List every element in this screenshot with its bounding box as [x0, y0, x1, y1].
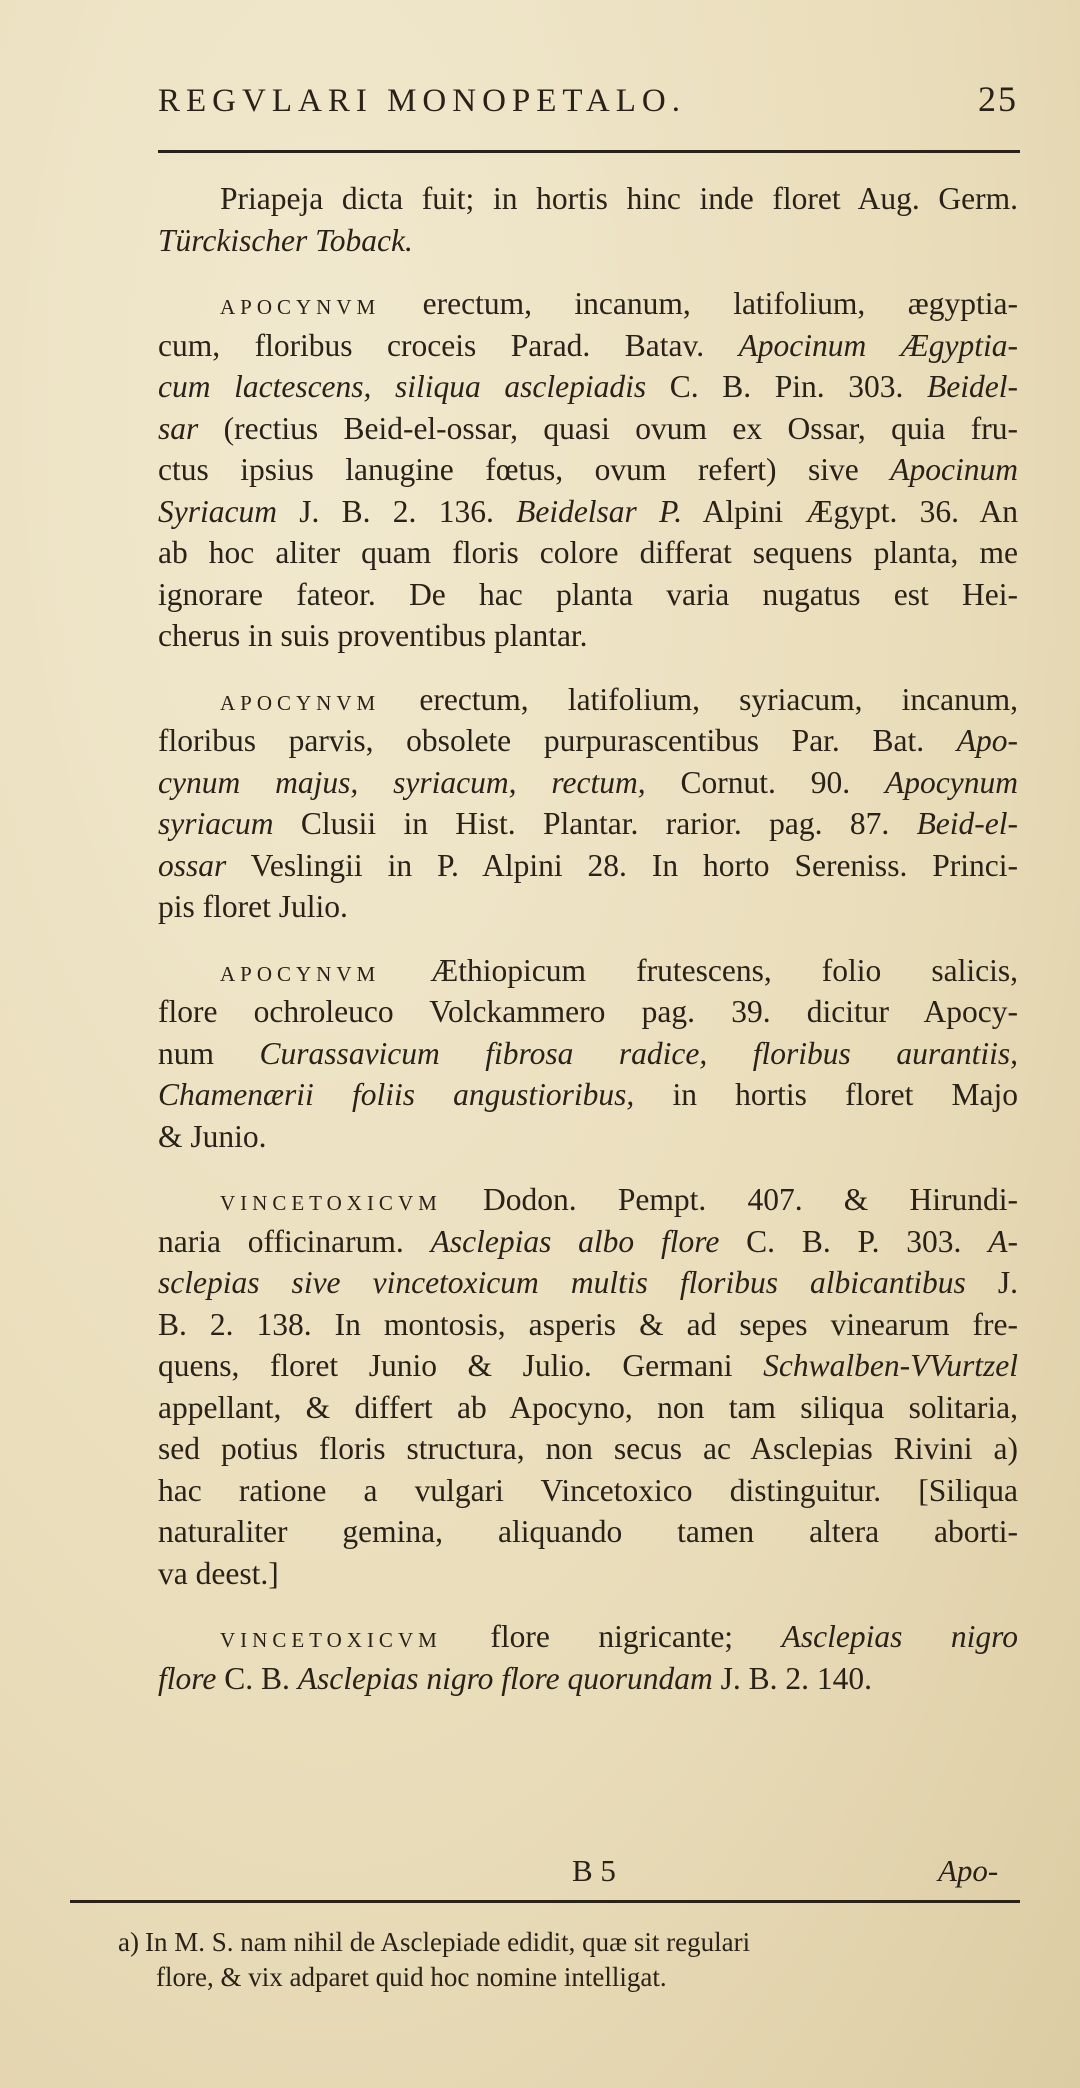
text-line — [158, 1116, 1018, 1158]
text-run: J. — [965, 1265, 1018, 1300]
lemma: APOCYNVM — [220, 295, 381, 319]
text-run: flore ochroleuco Volckammero pag. 39. dicitur Apocy- — [158, 994, 1018, 1029]
text-run: cherus in suis proventibus plantar. — [158, 618, 588, 653]
text-line — [158, 886, 1018, 928]
text-run: ctus ipsius lanugine fœtus, ovum refert) sive — [158, 452, 891, 487]
italic-run: Syriacum — [158, 493, 277, 529]
text-run: appellant, & differt ab Apocyno, non tam siliqua solitaria, — [158, 1389, 1018, 1425]
lemma: APOCYNVM — [220, 961, 381, 986]
text-run: C. B. Pin. 303. — [646, 369, 928, 404]
italic-run: Beid-el- — [916, 806, 1018, 841]
italic-run: Apocynum — [885, 764, 1018, 800]
italic-run: A- — [988, 1223, 1018, 1259]
text-run: Æthiopicum frutescens, folio salicis, — [380, 952, 1018, 988]
paragraph — [158, 679, 1018, 928]
text-line — [158, 762, 1018, 804]
text-run: va deest.] — [158, 1555, 279, 1591]
text-line — [158, 1658, 1018, 1700]
text-run: C. B. P. 303. — [719, 1223, 989, 1259]
text-run: (rectius Beid-el-ossar, quasi ovum ex Ossar, quia fru- — [198, 410, 1018, 446]
paragraph — [158, 178, 1018, 261]
text-line — [158, 720, 1018, 762]
lemma: VINCETOXICVM — [220, 1191, 442, 1215]
text-line — [158, 491, 1018, 533]
text-run: cum, floribus croceis Parad. Batav. — [158, 327, 739, 363]
text-line — [158, 1179, 1018, 1221]
text-run: C. B. — [216, 1660, 298, 1696]
text-run: Priapeja dicta fuit; in hortis hinc inde floret Aug. Germ. — [220, 181, 1018, 216]
footnote-text-1: In M. S. nam nihil de Asclepiade edidit, quæ sit regulari — [144, 1927, 751, 1957]
footnote-line-1 — [118, 1925, 1018, 1960]
footnote-text-2: flore, & vix adparet quid hoc nomine intelligat. — [156, 1962, 667, 1992]
italic-run: Apocinum Ægyptia- — [738, 327, 1018, 363]
text-run: B. 2. 138. In montosis, asperis & ad sepes vinearum fre- — [158, 1306, 1018, 1342]
italic-run: sclepias sive vincetoxicum multis floribus albicantibus — [158, 1265, 966, 1300]
italic-run: Curassavicum fibrosa radice, floribus aurantiis, — [259, 1035, 1018, 1071]
italic-run: Asclepias nigro flore quorundam — [297, 1660, 713, 1696]
lemma: APOCYNVM — [220, 690, 381, 715]
text-line — [158, 1033, 1018, 1075]
footnote — [118, 1925, 1018, 1995]
italic-run: Asclepias nigro — [781, 1619, 1018, 1654]
italic-run: cum lactescens, siliqua asclepiadis — [158, 369, 647, 404]
text-line — [158, 220, 1018, 262]
text-line — [158, 1511, 1018, 1553]
lemma: VINCETOXICVM — [220, 1628, 442, 1652]
text-run: erectum, latifolium, syriacum, incanum, — [380, 681, 1018, 717]
text-run: erectum, incanum, latifolium, ægyptia- — [380, 286, 1018, 321]
paragraph — [158, 950, 1018, 1158]
text-line — [158, 803, 1018, 845]
text-line — [158, 178, 1018, 220]
text-line — [158, 1428, 1018, 1470]
text-run: quens, floret Junio & Julio. Germani — [158, 1348, 764, 1383]
text-run: Alpini Ægypt. 36. An — [682, 493, 1018, 529]
italic-run: flore — [158, 1660, 217, 1696]
main-text — [158, 178, 1018, 1721]
italic-run: Beidelsar P. — [516, 493, 683, 529]
text-line — [158, 615, 1018, 657]
text-run: floribus parvis, obsolete purpurascentibus Par. Bat. — [158, 723, 957, 758]
text-line — [158, 1616, 1018, 1658]
text-line — [158, 325, 1018, 367]
text-line — [158, 950, 1018, 992]
text-run: num — [158, 1035, 260, 1071]
text-run: in hortis floret Majo — [634, 1077, 1019, 1112]
catchword: Apo- — [938, 1853, 999, 1888]
text-run: J. B. 2. 136. — [276, 493, 517, 529]
text-line — [158, 845, 1018, 887]
text-run: J. B. 2. 140. — [712, 1660, 873, 1696]
italic-run: Asclepias albo flore — [430, 1223, 720, 1259]
text-run: ignorare fateor. De hac planta varia nugatus est Hei- — [158, 576, 1018, 612]
italic-run: cynum majus, syriacum, rectum, — [158, 764, 646, 800]
text-line — [158, 532, 1018, 574]
text-run: ab hoc aliter quam floris colore differat sequens planta, me — [158, 535, 1018, 570]
running-title: REGVLARI MONOPETALO. — [158, 83, 687, 119]
text-run: Dodon. Pempt. 407. & Hirundi- — [441, 1182, 1018, 1217]
italic-run: Apocinum — [890, 452, 1018, 487]
text-line — [158, 408, 1018, 450]
footnote-line-2 — [118, 1960, 1018, 1995]
text-line — [158, 1553, 1018, 1595]
text-line — [158, 1221, 1018, 1263]
italic-run: Schwalben-VVurtzel — [763, 1348, 1018, 1383]
text-line — [158, 1387, 1018, 1429]
text-run: sed potius floris structura, non secus ac Asclepias Rivini a) — [158, 1431, 1018, 1466]
footnote-rule — [70, 1900, 1020, 1903]
signature-mark: B 5 — [572, 1853, 616, 1888]
text-run: & Junio. — [158, 1118, 267, 1154]
text-run: pis floret Julio. — [158, 889, 348, 924]
text-run: naturaliter gemina, aliquando tamen altera aborti- — [158, 1514, 1018, 1549]
italic-run: Beidel- — [927, 369, 1018, 404]
italic-run: ossar — [158, 847, 227, 883]
paragraph — [158, 1179, 1018, 1594]
text-line — [158, 574, 1018, 616]
text-line — [158, 449, 1018, 491]
paragraph — [158, 283, 1018, 657]
text-line — [158, 1470, 1018, 1512]
running-header — [158, 78, 1018, 134]
italic-run: syriacum — [158, 806, 274, 841]
text-line — [158, 1345, 1018, 1387]
text-line — [158, 283, 1018, 325]
italic-run: Türckischer Toback. — [158, 222, 413, 258]
header-rule — [158, 150, 1020, 153]
text-line — [158, 1304, 1018, 1346]
text-line — [158, 366, 1018, 408]
text-run: Veslingii in P. Alpini 28. In horto Sereniss. Princi- — [226, 847, 1018, 883]
page-number: 25 — [978, 79, 1018, 119]
text-line — [158, 991, 1018, 1033]
italic-run: sar — [158, 410, 199, 446]
footnote-marker: a) — [118, 1927, 139, 1957]
text-line — [158, 679, 1018, 721]
paragraph — [158, 1616, 1018, 1699]
text-line — [158, 1074, 1018, 1116]
text-run: flore nigricante; — [441, 1619, 782, 1654]
text-run: Cornut. 90. — [645, 764, 886, 800]
italic-run: Apo- — [956, 723, 1018, 758]
text-line — [158, 1262, 1018, 1304]
text-run: hac ratione a vulgari Vincetoxico distinguitur. [Siliqua — [158, 1472, 1018, 1508]
text-run: Clusii in Hist. Plantar. rarior. pag. 87. — [273, 806, 917, 841]
italic-run: Chamenærii foliis angustioribus, — [158, 1077, 635, 1112]
text-run: naria officinarum. — [158, 1223, 431, 1259]
